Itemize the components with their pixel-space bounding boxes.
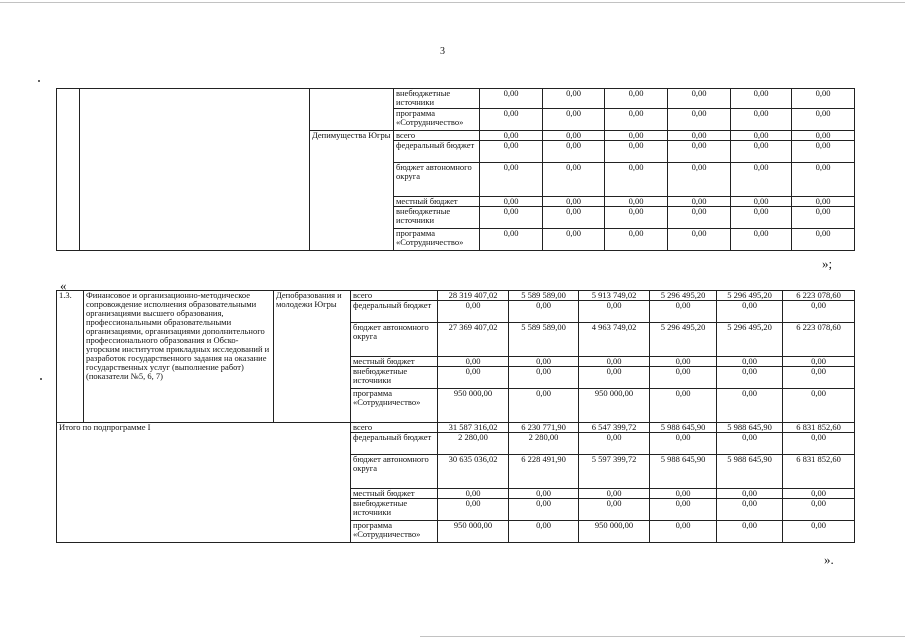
cell-source: местный бюджет [351, 489, 438, 499]
cell-value: 0,00 [605, 229, 668, 251]
cell-value: 0,00 [792, 131, 855, 141]
cell-value: 0,00 [783, 301, 855, 323]
cell-value: 2 280,00 [509, 433, 579, 455]
cell-value: 0,00 [579, 433, 650, 455]
table-top [56, 88, 855, 251]
cell-value: 0,00 [783, 389, 855, 423]
cell-value: 0,00 [543, 89, 605, 109]
closing-quote-semicolon: »; [822, 256, 833, 271]
cell-value: 2 280,00 [438, 433, 509, 455]
cell-value: 0,00 [668, 89, 731, 109]
cell-value: 0,00 [783, 499, 855, 521]
cell-value: 0,00 [783, 521, 855, 543]
cell-source: федеральный бюджет [394, 141, 480, 163]
cell-value: 0,00 [731, 229, 792, 251]
cell-value: 6 831 852,60 [783, 423, 855, 433]
cell-item-number: 1.3. [57, 291, 84, 423]
cell-value: 5 597 399,72 [579, 455, 650, 489]
cell-source: федеральный бюджет [351, 301, 438, 323]
cell-value: 0,00 [438, 357, 509, 367]
cell-value: 950 000,00 [579, 389, 650, 423]
cell-value: 0,00 [792, 163, 855, 197]
cell-value: 0,00 [731, 89, 792, 109]
cell-value: 0,00 [650, 433, 717, 455]
closing-quote-period: ». [824, 552, 834, 567]
cell-value: 5 913 749,02 [579, 291, 650, 301]
cell-value: 0,00 [731, 131, 792, 141]
cell-value: 0,00 [480, 229, 543, 251]
cell-value: 0,00 [509, 521, 579, 543]
cell-value: 4 963 749,02 [579, 323, 650, 357]
cell-value: 27 369 407,02 [438, 323, 509, 357]
cell-value: 0,00 [438, 489, 509, 499]
cell-value: 5 988 645,90 [650, 423, 717, 433]
cell-value: 28 319 407,02 [438, 291, 509, 301]
cell-value: 950 000,00 [438, 521, 509, 543]
cell-value: 0,00 [717, 489, 783, 499]
cell-source: федеральный бюджет [351, 433, 438, 455]
cell-value: 0,00 [783, 357, 855, 367]
cell-value: 0,00 [605, 197, 668, 207]
cell-source: программа «Сотрудничество» [394, 229, 480, 251]
cell-value: 0,00 [480, 141, 543, 163]
cell-value: 0,00 [605, 163, 668, 197]
cell-value: 0,00 [480, 131, 543, 141]
cell-value: 6 228 491,90 [509, 455, 579, 489]
cell-source: внебюджетные источники [351, 367, 438, 389]
cell-value: 0,00 [438, 367, 509, 389]
cell-value: 0,00 [579, 357, 650, 367]
cell-source: внебюджетные источники [351, 499, 438, 521]
cell-value: 5 988 645,90 [650, 455, 717, 489]
cell-value: 0,00 [668, 131, 731, 141]
cell-value: 0,00 [480, 163, 543, 197]
cell-value: 0,00 [668, 109, 731, 131]
cell-item-name: Финансовое и организационно-методическое сопровождение исполнения образовательными организациями высшего образования, профессиональными образовательными организациями, организациями дополнительного профессионального образования и Обско-угорским институтом прикладных исследований и разработок государственного задания на оказание государственных услуг (выполнение работ) (показатели №5, 6, 7) [84, 291, 274, 423]
cell-value: 0,00 [480, 197, 543, 207]
cell-value: 0,00 [543, 163, 605, 197]
cell-value: 0,00 [579, 489, 650, 499]
cell-value: 0,00 [783, 433, 855, 455]
cell-value: 0,00 [650, 521, 717, 543]
cell-value: 0,00 [731, 197, 792, 207]
cell-value: 0,00 [792, 207, 855, 229]
cell-value: 0,00 [605, 131, 668, 141]
cell-value: 0,00 [668, 141, 731, 163]
cell-value: 5 589 589,00 [509, 323, 579, 357]
cell-source: программа «Сотрудничество» [351, 389, 438, 423]
cell-value: 0,00 [543, 207, 605, 229]
cell-value: 0,00 [605, 89, 668, 109]
scan-speck [38, 80, 40, 82]
cell-source: бюджет автономного округа [394, 163, 480, 197]
cell-value: 0,00 [605, 109, 668, 131]
cell-source: местный бюджет [394, 197, 480, 207]
cell-source: внебюджетные источники [394, 89, 480, 109]
cell-source: всего [351, 423, 438, 433]
cell-value: 5 988 645,90 [717, 423, 783, 433]
cell-value: 0,00 [717, 499, 783, 521]
cell-value: 0,00 [509, 357, 579, 367]
cell-value: 6 223 078,60 [783, 323, 855, 357]
cell-number-empty [57, 89, 80, 251]
cell-value: 0,00 [792, 109, 855, 131]
cell-value: 0,00 [717, 367, 783, 389]
cell-value: 0,00 [438, 499, 509, 521]
scan-speck [40, 378, 42, 380]
cell-source: бюджет автономного округа [351, 323, 438, 357]
cell-value: 0,00 [509, 389, 579, 423]
cell-value: 0,00 [605, 207, 668, 229]
cell-value: 0,00 [579, 301, 650, 323]
cell-value: 0,00 [509, 301, 579, 323]
cell-source: программа «Сотрудничество» [394, 109, 480, 131]
cell-value: 0,00 [731, 207, 792, 229]
cell-value: 5 296 495,20 [717, 291, 783, 301]
cell-item-executor: Депобразования и молодежи Югры [274, 291, 351, 423]
cell-value: 6 831 852,60 [783, 455, 855, 489]
opening-quote: « [60, 278, 67, 293]
cell-source: внебюджетные источники [394, 207, 480, 229]
cell-value: 6 547 399,72 [579, 423, 650, 433]
cell-value: 0,00 [605, 141, 668, 163]
cell-source: всего [351, 291, 438, 301]
cell-value: 0,00 [480, 109, 543, 131]
cell-value: 0,00 [543, 141, 605, 163]
cell-value: 0,00 [717, 301, 783, 323]
table-row [57, 291, 855, 301]
cell-value: 0,00 [717, 433, 783, 455]
cell-value: 0,00 [717, 389, 783, 423]
cell-value: 0,00 [438, 301, 509, 323]
cell-value: 5 589 589,00 [509, 291, 579, 301]
cell-value: 0,00 [783, 489, 855, 499]
cell-value: 0,00 [650, 367, 717, 389]
cell-value: 0,00 [792, 89, 855, 109]
cell-value: 31 587 316,02 [438, 423, 509, 433]
cell-value: 950 000,00 [438, 389, 509, 423]
cell-source: бюджет автономного округа [351, 455, 438, 489]
cell-value: 0,00 [668, 229, 731, 251]
cell-value: 0,00 [579, 499, 650, 521]
cell-value: 5 296 495,20 [650, 323, 717, 357]
page-number: 3 [440, 46, 445, 57]
cell-value: 0,00 [650, 301, 717, 323]
cell-value: 0,00 [717, 357, 783, 367]
cell-total-label: Итого по подпрограмме I [57, 423, 351, 543]
cell-value: 0,00 [731, 163, 792, 197]
cell-value: 6 230 771,90 [509, 423, 579, 433]
cell-value: 0,00 [668, 207, 731, 229]
cell-value: 0,00 [668, 197, 731, 207]
cell-value: 30 635 036,02 [438, 455, 509, 489]
cell-value: 0,00 [650, 357, 717, 367]
scan-top-edge [0, 2, 905, 3]
cell-executor: Депимущества Югры [310, 131, 394, 251]
cell-value: 0,00 [543, 197, 605, 207]
cell-value: 0,00 [480, 89, 543, 109]
cell-value: 0,00 [792, 141, 855, 163]
table-row [57, 89, 855, 109]
cell-value: 0,00 [480, 207, 543, 229]
cell-value: 0,00 [543, 229, 605, 251]
cell-value: 5 988 645,90 [717, 455, 783, 489]
cell-value: 0,00 [717, 521, 783, 543]
cell-value: 0,00 [792, 229, 855, 251]
cell-name-empty [80, 89, 310, 251]
cell-value: 950 000,00 [579, 521, 650, 543]
cell-value: 0,00 [543, 109, 605, 131]
cell-executor-empty [310, 89, 394, 131]
cell-value: 0,00 [579, 367, 650, 389]
cell-value: 0,00 [543, 131, 605, 141]
table-bottom [56, 290, 855, 543]
cell-value: 5 296 495,20 [650, 291, 717, 301]
cell-value: 0,00 [650, 499, 717, 521]
table-row-total [57, 423, 855, 433]
cell-value: 0,00 [792, 197, 855, 207]
cell-value: 0,00 [650, 489, 717, 499]
cell-value: 6 223 078,60 [783, 291, 855, 301]
cell-value: 0,00 [509, 489, 579, 499]
cell-source: всего [394, 131, 480, 141]
scan-bottom-edge [420, 636, 905, 637]
cell-value: 0,00 [731, 141, 792, 163]
cell-value: 0,00 [783, 367, 855, 389]
cell-value: 0,00 [509, 499, 579, 521]
cell-value: 5 296 495,20 [717, 323, 783, 357]
cell-value: 0,00 [650, 389, 717, 423]
cell-source: местный бюджет [351, 357, 438, 367]
cell-value: 0,00 [509, 367, 579, 389]
cell-source: программа «Сотрудничество» [351, 521, 438, 543]
cell-value: 0,00 [731, 109, 792, 131]
cell-value: 0,00 [668, 163, 731, 197]
